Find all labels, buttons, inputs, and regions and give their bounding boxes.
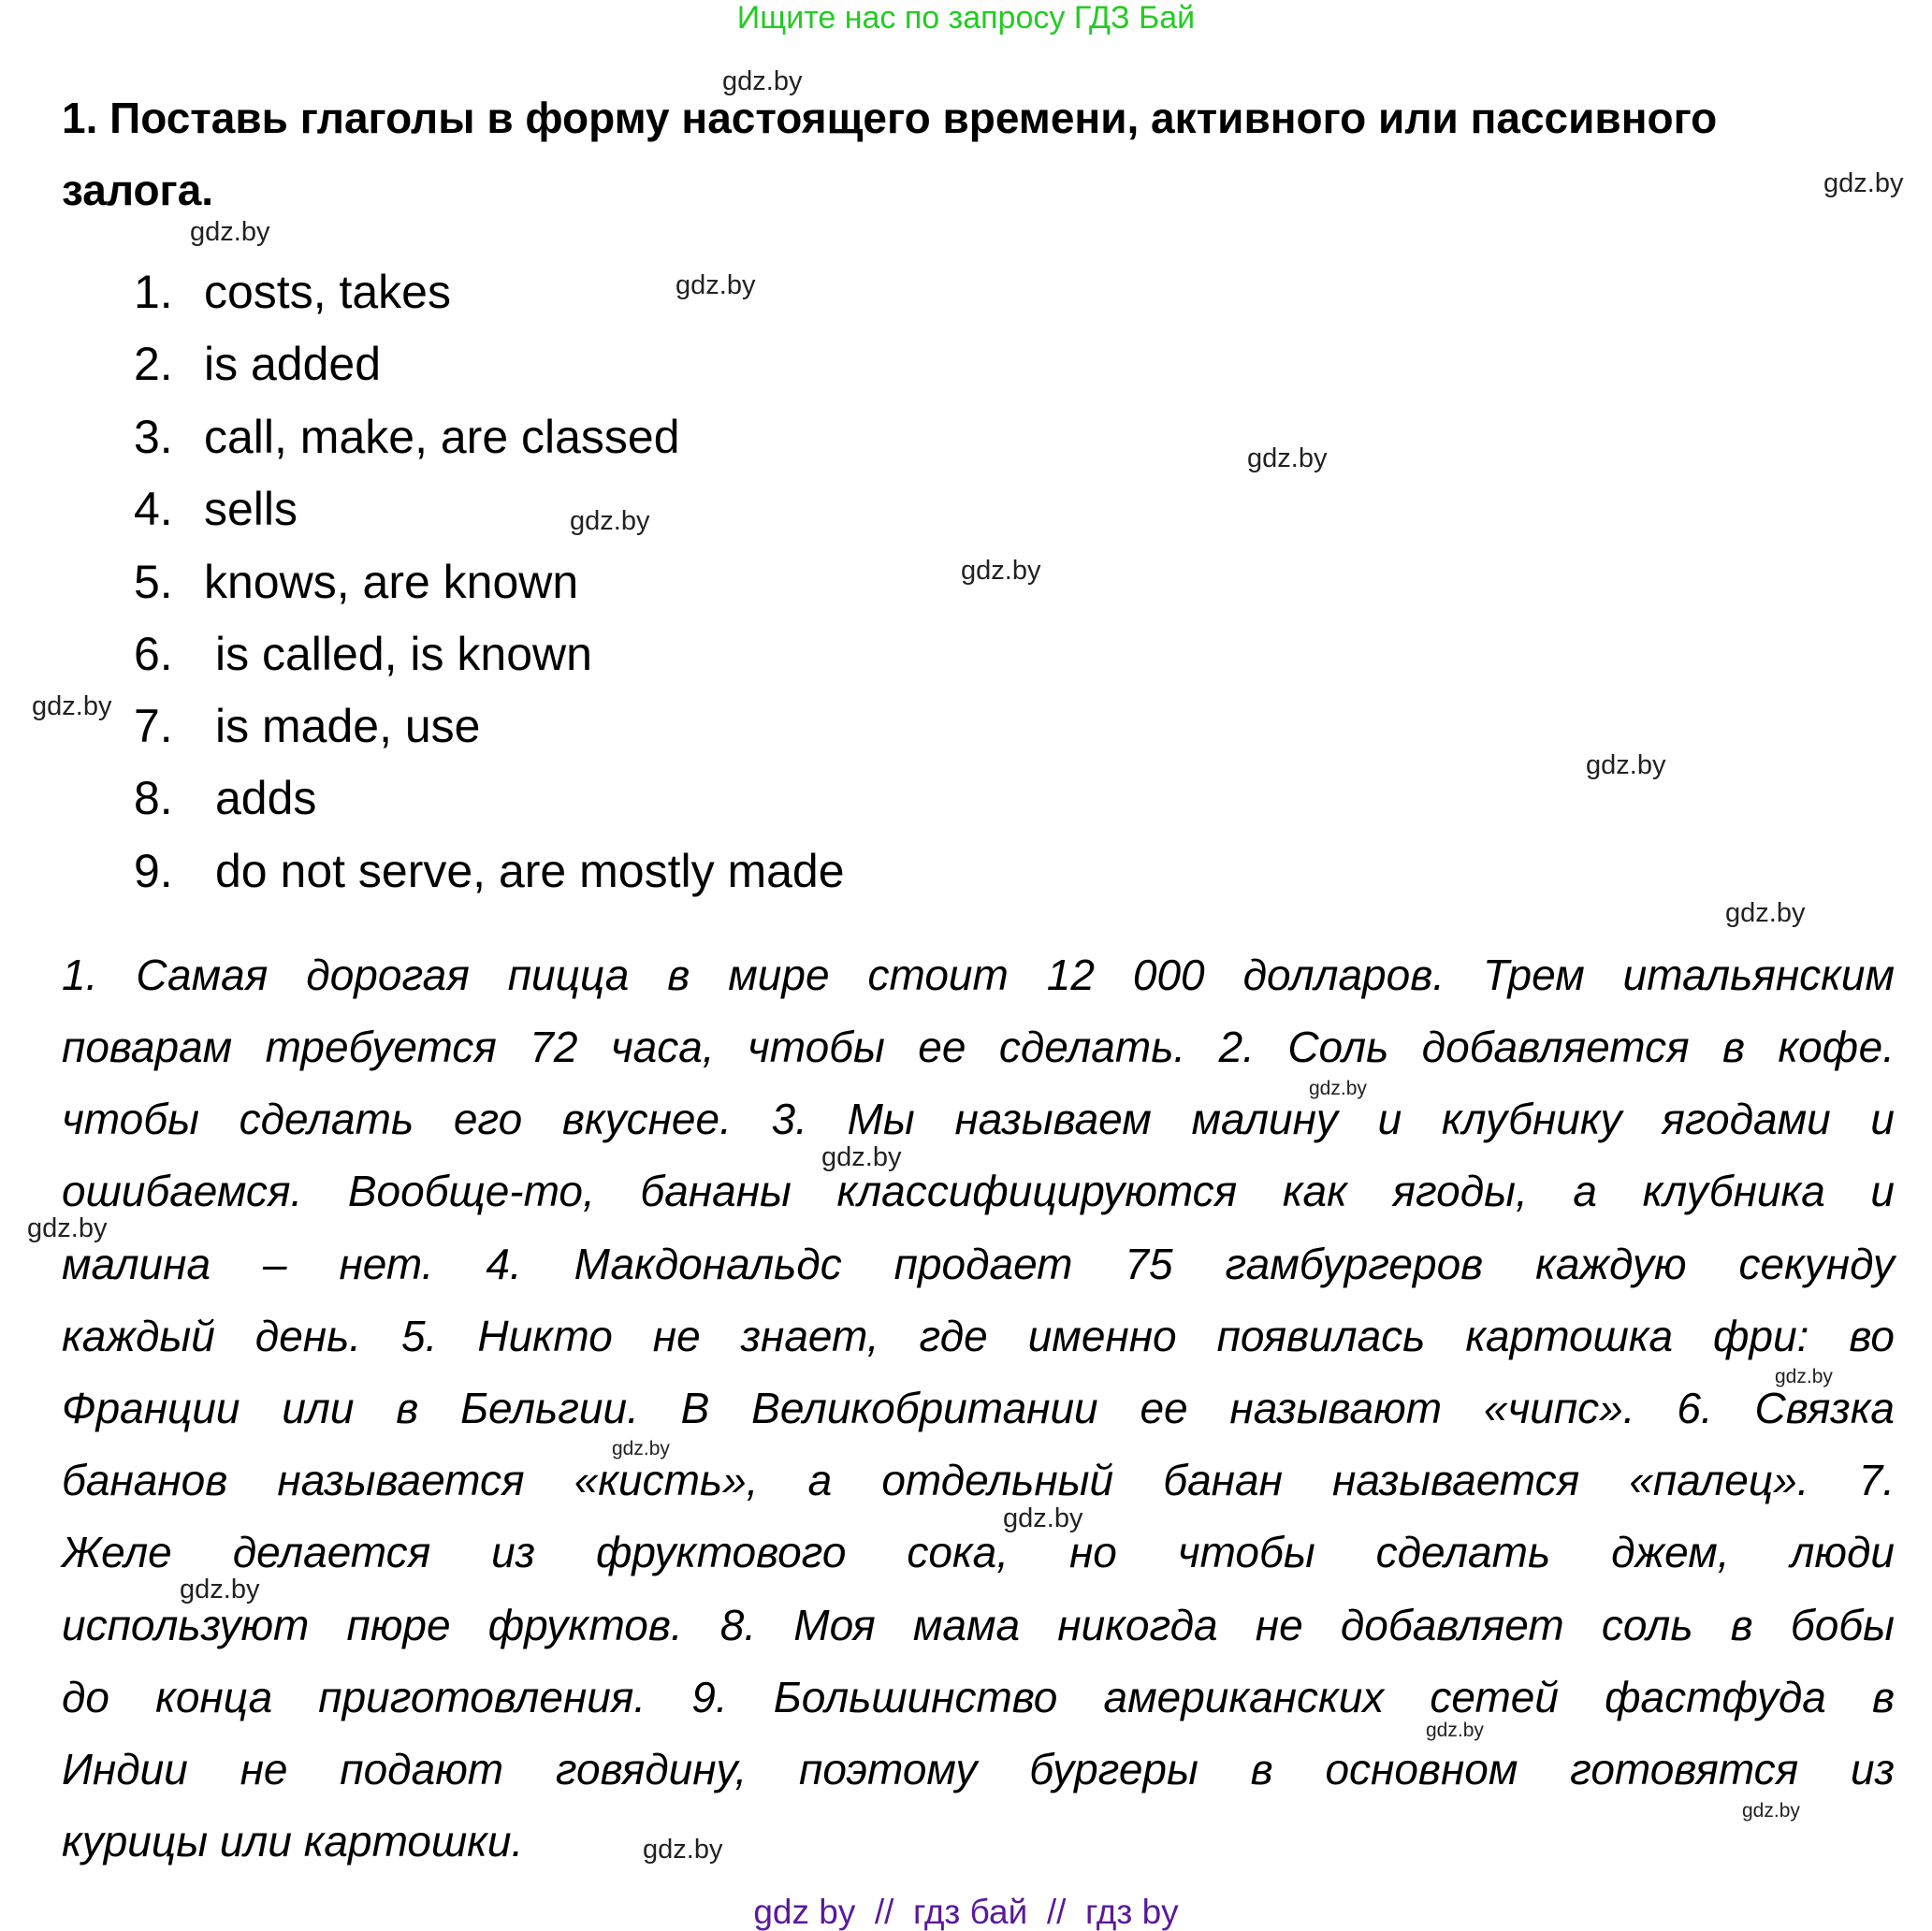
paragraph-line: курицы или картошки. xyxy=(62,1817,524,1866)
watermark: gdz.by xyxy=(961,556,1041,586)
paragraph-line: используют пюре фруктов. 8. Моя мама никогда не добавляет соль в бобы xyxy=(62,1601,1895,1649)
item-number: 7. xyxy=(134,700,173,752)
footer-links: gdz by // гдз бай // гдз by xyxy=(753,1893,1179,1931)
watermark: gdz.by xyxy=(1775,1366,1833,1387)
item-text: is called, is known xyxy=(215,628,592,680)
item-text: knows, are known xyxy=(204,556,579,608)
search-banner: Ищите нас по запросу ГДЗ Бай xyxy=(736,0,1196,36)
item-number: 2. xyxy=(134,338,173,390)
item-number: 9. xyxy=(134,845,173,897)
item-text: do not serve, are mostly made xyxy=(215,845,845,897)
watermark: gdz.by xyxy=(1003,1503,1083,1533)
watermark: gdz.by xyxy=(1247,443,1328,473)
exercise-heading-line-1: 1. Поставь глаголы в форму настоящего времени, активного или пассивного xyxy=(62,94,1718,142)
item-text: costs, takes xyxy=(204,266,451,318)
paragraph-line: до конца приготовления. 9. Большинство американских сетей фастфуда в xyxy=(62,1673,1895,1721)
watermark: gdz.by xyxy=(612,1438,670,1459)
paragraph-line: поварам требуется 72 часа, чтобы ее сделать. 2. Соль добавляется в кофе. xyxy=(62,1023,1895,1071)
watermark: gdz.by xyxy=(1586,750,1666,780)
item-text: is added xyxy=(204,338,382,390)
item-number: 5. xyxy=(134,556,173,608)
watermark: gdz.by xyxy=(821,1142,902,1172)
watermark: gdz.by xyxy=(643,1835,723,1865)
paragraph-line: малина – нет. 4. Макдональдс продает 75 гамбургеров каждую секунду xyxy=(62,1240,1895,1288)
watermark: gdz.by xyxy=(180,1575,260,1604)
watermark: gdz.by xyxy=(1309,1078,1367,1099)
watermark: gdz.by xyxy=(1426,1720,1484,1741)
exercise-heading-line-2: залога. xyxy=(62,166,214,214)
watermark: gdz.by xyxy=(675,270,756,300)
watermark: gdz.by xyxy=(722,66,803,96)
item-text: adds xyxy=(215,772,317,824)
item-number: 4. xyxy=(134,483,173,535)
watermark: gdz.by xyxy=(190,217,270,247)
watermark: gdz.by xyxy=(32,691,112,721)
paragraph-line: ошибаемся. Вообще-то, бананы классифицируются как ягоды, а клубника и xyxy=(62,1167,1895,1215)
paragraph-line: Франции или в Бельгии. В Великобритании ее называют «чипс». 6. Связка xyxy=(62,1384,1895,1432)
paragraph-line: бананов называется «кисть», а отдельный банан называется «палец». 7. xyxy=(62,1456,1895,1504)
item-text: call, make, are classed xyxy=(204,411,680,463)
item-number: 1. xyxy=(134,266,173,318)
item-text: is made, use xyxy=(215,700,481,752)
paragraph-line: Желе делается из фруктового сока, но чтобы сделать джем, люди xyxy=(62,1528,1895,1576)
watermark: gdz.by xyxy=(570,506,650,536)
paragraph-line: Индии не подают говядину, поэтому бургеры в основном готовятся из xyxy=(62,1745,1895,1793)
watermark: gdz.by xyxy=(1742,1800,1800,1822)
paragraph-line: каждый день. 5. Никто не знает, где именно появилась картошка фри: во xyxy=(62,1312,1895,1360)
item-number: 3. xyxy=(134,411,173,463)
item-number: 6. xyxy=(134,628,173,680)
paragraph-line: чтобы сделать его вкуснее. 3. Мы называем малину и клубнику ягодами и xyxy=(62,1095,1895,1143)
item-text: sells xyxy=(204,483,298,535)
watermark: gdz.by xyxy=(1725,898,1806,928)
watermark: gdz.by xyxy=(1823,168,1904,198)
item-number: 8. xyxy=(134,772,173,824)
watermark: gdz.by xyxy=(27,1213,108,1243)
paragraph-line: 1. Самая дорогая пицца в мире стоит 12 000 долларов. Трем итальянским xyxy=(62,951,1895,999)
